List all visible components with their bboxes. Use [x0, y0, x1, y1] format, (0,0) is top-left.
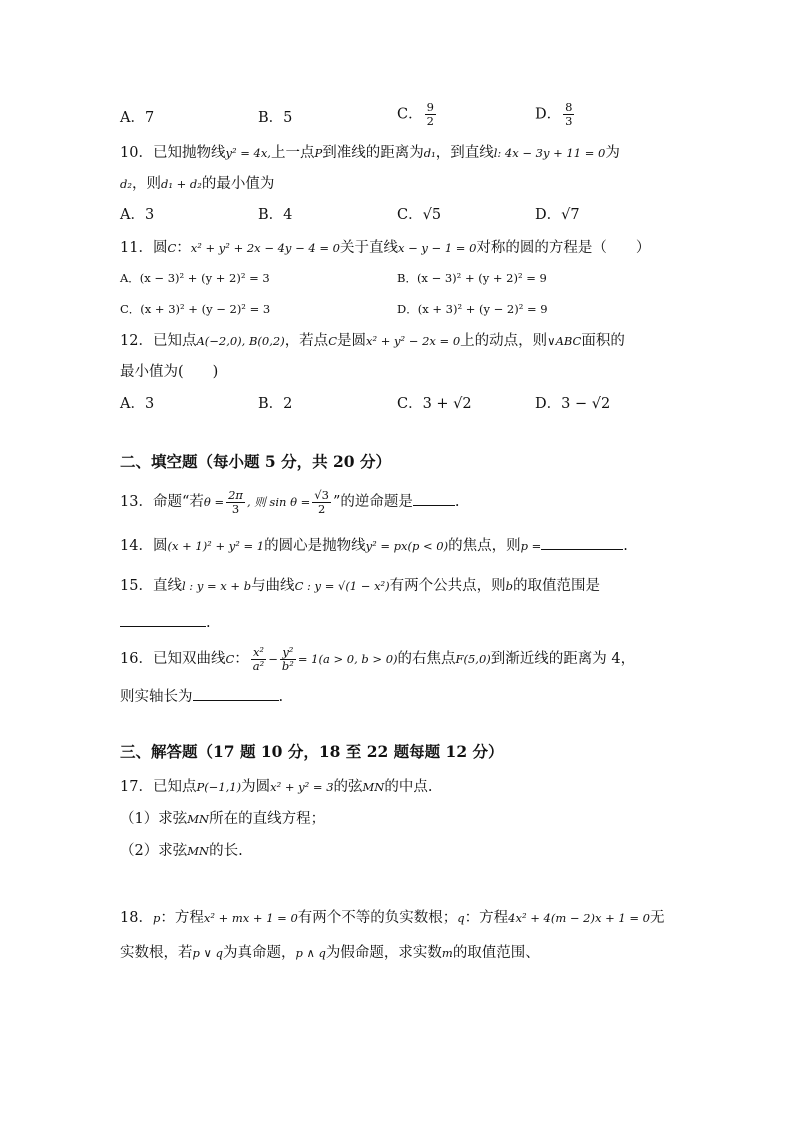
- q18-text-7: 为真命题，: [222, 945, 296, 961]
- q10-stem-line2: [120, 174, 274, 194]
- q11-option-d-text: D．(x + 3)² + (y − 2)² = 9: [397, 302, 548, 316]
- q9-d-numerator: 8: [565, 100, 573, 114]
- q11-option-d: [397, 299, 548, 319]
- q12-stem-line1: [120, 331, 625, 351]
- q17-sub1: [120, 809, 325, 829]
- q16-text-5: .: [278, 689, 284, 705]
- q18-stem-line1: [120, 908, 665, 928]
- q9-option-c: [397, 101, 438, 128]
- q11-option-b-text: B．(x − 3)² + (y + 2)² = 9: [397, 271, 547, 285]
- q15-math-line: l : y = x + b: [181, 579, 252, 593]
- q9-option-a-text: A．7: [120, 110, 155, 126]
- q10-option-a-text: A．3: [120, 207, 155, 223]
- q10-text-5: 为: [605, 145, 620, 161]
- q12-text-5: 面积的: [581, 333, 625, 349]
- q13-text-1: 13．命题“若: [120, 494, 204, 510]
- q9-option-c-label: C．: [397, 106, 423, 123]
- q17-sub2-math-mn: MN: [187, 844, 210, 858]
- q10-option-c: [397, 205, 441, 225]
- q12-option-b: [258, 394, 292, 414]
- q10-option-d: [535, 205, 580, 225]
- q14-stem: [120, 535, 628, 556]
- q9-option-c-fraction: [425, 101, 436, 128]
- q13-f1-denominator: 3: [231, 501, 240, 516]
- q10-option-b: [258, 205, 292, 225]
- q11-option-c: [120, 299, 270, 319]
- q15-stem-line1: [120, 576, 600, 596]
- q15-text-3: 有两个公共点，则: [389, 578, 506, 594]
- q11-option-a-text: A．(x − 3)² + (y + 2)² = 3: [120, 271, 270, 285]
- q15-text-5: .: [206, 615, 211, 631]
- q10-math-line: l: 4x − 3y + 11 = 0: [493, 146, 606, 160]
- q13-text-2: ”的逆命题是: [332, 494, 413, 510]
- q11-option-c-text: C．(x + 3)² + (y − 2)² = 3: [120, 302, 271, 316]
- q12-math-c: C: [328, 334, 337, 348]
- q18-text-4: ：方程: [464, 910, 509, 926]
- q14-text-4: .: [623, 538, 628, 554]
- q12-option-d: [535, 394, 610, 414]
- q18-math-or: p ∨ q: [192, 946, 223, 960]
- q10-text-2: 上一点: [270, 145, 315, 161]
- q12-option-b-text: B．2: [258, 396, 293, 412]
- q10-text-1: 10．已知抛物线: [120, 145, 226, 161]
- q17-text-3: 的弦: [333, 779, 363, 795]
- q15-text-4: 的取值范围是: [513, 578, 601, 594]
- q17-sub1-text-2: 所在的直线方程；: [209, 811, 326, 827]
- q9-option-d: [535, 101, 576, 128]
- q10-option-c-text: C．√5: [397, 207, 442, 223]
- q14-answer-blank[interactable]: [541, 535, 623, 550]
- q16-math-condition: = 1(a > 0, b > 0): [297, 652, 398, 666]
- q10-math-d1: d₁: [423, 146, 436, 160]
- q16-fraction-1: [251, 646, 266, 673]
- q12-option-a-text: A．3: [120, 396, 155, 412]
- q10-text-7: 的最小值为: [201, 176, 275, 192]
- q16-fraction-2: [280, 646, 296, 673]
- q11-stem: [120, 238, 650, 258]
- q12-option-a: [120, 394, 154, 414]
- q16-math-minus: −: [268, 652, 278, 666]
- q16-text-1: 16．已知双曲线: [120, 651, 226, 667]
- q9-option-a: [120, 108, 154, 128]
- q18-math-q: q: [457, 911, 465, 925]
- q14-math-circle: (x + 1)² + y² = 1: [167, 539, 265, 553]
- q10-math-d2: d₂: [120, 177, 132, 191]
- q10-text-3: 到准线的距离为: [322, 145, 424, 161]
- q15-math-curve: C : y = √(1 − x²): [294, 579, 390, 593]
- q16-text-2: ：: [234, 651, 249, 667]
- q18-math-and: p ∧ q: [295, 946, 326, 960]
- section-3-heading: 三、解答题（17 题 10 分，18 至 22 题每题 12 分）: [120, 742, 504, 761]
- q17-sub2-text-2: 的长.: [209, 843, 243, 859]
- q16-answer-blank[interactable]: [193, 686, 279, 701]
- q18-math-p: p: [152, 911, 161, 925]
- q10-option-d-text: D．√7: [535, 207, 580, 223]
- q16-f1-denominator: a²: [252, 658, 265, 673]
- q10-stem-line1: [120, 143, 620, 163]
- q9-c-numerator: 9: [426, 100, 434, 114]
- q12-math-points: A(−2,0), B(0,2): [196, 334, 285, 348]
- q16-f2-numerator: y²: [280, 646, 296, 660]
- q13-f1-numerator: 2π: [228, 487, 243, 502]
- q13-fraction-1: [226, 489, 245, 516]
- section-2-heading: 二、填空题（每小题 5 分，共 20 分）: [120, 452, 391, 471]
- q18-text-6: 实数根，若: [120, 945, 193, 961]
- q10-math-p: P: [314, 146, 323, 160]
- q12-text-1: 12．已知点: [120, 333, 197, 349]
- q18-text-5: 无: [650, 910, 665, 926]
- q16-text-line2: 则实轴长为: [120, 689, 193, 705]
- q17-sub1-math-mn: MN: [187, 812, 210, 826]
- q12-text-line2: 最小值为( ): [120, 364, 219, 380]
- q13-math-theta: θ =: [203, 495, 225, 509]
- q12-math-triangle: ∨ABC: [547, 334, 582, 348]
- q11-math-line: x − y − 1 = 0: [397, 241, 477, 255]
- q14-text-2: 的圆心是抛物线: [264, 538, 366, 554]
- q12-option-c: [397, 394, 472, 414]
- q13-answer-blank[interactable]: [413, 491, 455, 506]
- q12-math-circle: x² + y² − 2x = 0: [366, 334, 461, 348]
- q10-math-parabola: y² = 4x,: [225, 146, 271, 160]
- q11-math-circle: x² + y² + 2x − 4y − 4 = 0: [190, 241, 340, 255]
- q12-option-c-text: C．3 + √2: [397, 396, 472, 412]
- q9-option-d-fraction: [563, 101, 574, 128]
- q12-text-4: 上的动点，则: [460, 333, 548, 349]
- q9-d-denominator: 3: [565, 114, 573, 128]
- q16-text-3: 的右焦点: [397, 651, 456, 667]
- q10-text-6: ，则: [131, 176, 161, 192]
- q17-text-1: 17．已知点: [120, 779, 197, 795]
- q18-text-3: 有两个不等的负实数根；: [297, 910, 458, 926]
- q18-math-m: m: [441, 946, 453, 960]
- q9-c-denominator: 2: [426, 114, 434, 128]
- q17-sub1-text-1: （1）求弦: [120, 811, 188, 827]
- q14-math-parabola: y² = px(p < 0): [365, 539, 449, 553]
- q16-math-focus: F(5,0): [455, 652, 491, 666]
- q18-math-eq2: 4x² + 4(m − 2)x + 1 = 0: [508, 911, 651, 925]
- q11-option-b: [397, 268, 547, 288]
- q13-f2-denominator: 2: [317, 501, 326, 516]
- q18-math-eq1: x² + mx + 1 = 0: [203, 911, 298, 925]
- q16-math-c: C: [225, 652, 235, 666]
- q17-text-2: 为圆: [241, 779, 271, 795]
- q12-option-d-text: D．3 − √2: [535, 396, 611, 412]
- q10-math-sum: d₁ + d₂: [160, 177, 202, 191]
- q18-stem-line2: [120, 943, 540, 963]
- q18-text-2: ：方程: [160, 910, 204, 926]
- q17-text-4: 的中点.: [384, 779, 433, 795]
- q9-option-d-label: D．: [535, 106, 562, 123]
- q11-option-a: [120, 268, 270, 288]
- q13-fraction-2: [312, 489, 331, 516]
- q13-stem: [120, 487, 459, 517]
- q14-text-3: 的焦点，则: [448, 538, 521, 554]
- q15-answer-blank[interactable]: [120, 612, 206, 627]
- q17-math-mn: MN: [362, 780, 385, 794]
- q16-text-4: 到渐近线的距离为 4，: [490, 651, 636, 667]
- q18-text-9: 的取值范围、: [452, 945, 540, 961]
- q18-text-8: 为假命题，求实数: [325, 945, 442, 961]
- q10-option-a: [120, 205, 154, 225]
- q11-text-3: 关于直线: [339, 240, 398, 256]
- q12-text-2: ，若点: [284, 333, 329, 349]
- q17-math-point: P(−1,1): [196, 780, 242, 794]
- q9-option-b-text: B．5: [258, 110, 293, 126]
- q14-text-1: 14．圆: [120, 538, 168, 554]
- q10-text-4: ，到直线: [435, 145, 494, 161]
- q11-math-c: C: [167, 241, 177, 255]
- q15-text-2: 与曲线: [251, 578, 295, 594]
- q13-f2-numerator: √3: [314, 487, 329, 502]
- q15-stem-line2: [120, 612, 211, 633]
- q11-text-2: ：: [176, 240, 191, 256]
- q16-stem-line2: [120, 686, 283, 707]
- q11-text-1: 11．圆: [120, 240, 168, 256]
- q16-stem-line1: [120, 642, 635, 676]
- q17-math-circle: x² + y² = 3: [270, 780, 334, 794]
- q12-text-3: 是圆: [337, 333, 366, 349]
- q15-text-1: 15．直线: [120, 578, 182, 594]
- q16-f2-denominator: b²: [281, 658, 294, 673]
- q13-math-sin: , 则 sin θ =: [246, 495, 311, 509]
- q15-math-b: b: [505, 579, 514, 593]
- q12-stem-line2: [120, 362, 218, 382]
- q18-text-1: 18．: [120, 910, 153, 926]
- q11-text-4: 对称的圆的方程是（ ）: [476, 240, 651, 256]
- q17-sub2-text-1: （2）求弦: [120, 843, 188, 859]
- q13-text-3: .: [454, 494, 460, 510]
- q10-option-b-text: B．4: [258, 207, 293, 223]
- q14-math-p: p =: [520, 539, 542, 553]
- q9-option-b: [258, 108, 292, 128]
- q17-sub2: [120, 841, 243, 861]
- q16-f1-numerator: x²: [251, 646, 266, 660]
- q17-stem: [120, 777, 432, 797]
